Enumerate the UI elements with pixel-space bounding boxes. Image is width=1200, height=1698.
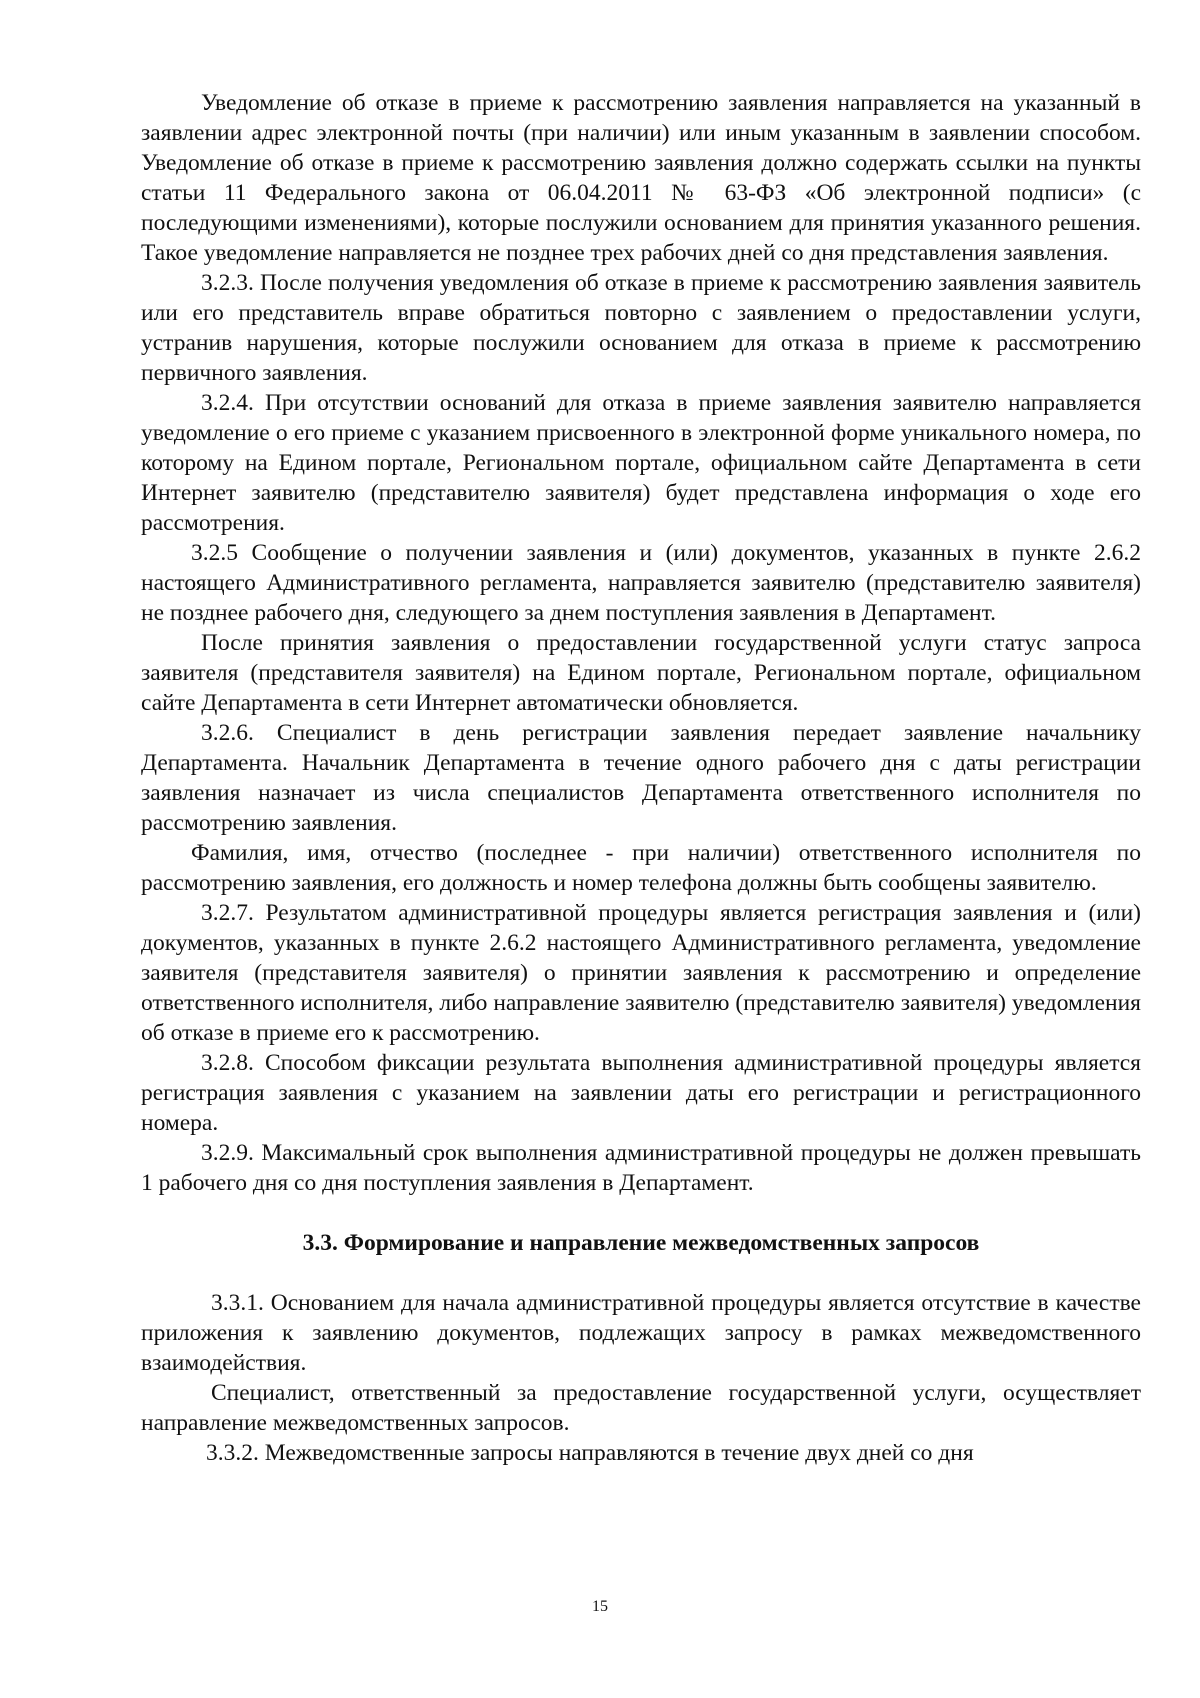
paragraph-specialist: Специалист, ответственный за предоставление государственной услуги, осуществляет направление межведомственных запросов. xyxy=(141,1380,1141,1436)
paragraph-3-2-7: 3.2.7. Результатом административной процедуры является регистрация заявления и (или) документов, указанных в пункте 2.6.2 настоящего Административного регламента, уведомление заявителя (представителя заявителя) о принятии заявления к рассмотрению и определение ответственного исполнителя, либо направление заявителю (представителю заявителя) уведомления об отказе в приеме его к рассмотрению. xyxy=(141,900,1141,1046)
paragraph-3-2-3: 3.2.3. После получения уведомления об отказе в приеме к рассмотрению заявления заявитель или его представитель вправе обратиться повторно с заявлением о предоставлении услуги, устранив нарушения, которые послужили основанием для отказа в приеме к рассмотрению первичного заявления. xyxy=(141,270,1141,386)
paragraph-3-3-1: 3.3.1. Основанием для начала административной процедуры является отсутствие в качестве приложения к заявлению документов, подлежащих запросу в рамках межведомственного взаимодействия. xyxy=(141,1290,1141,1376)
paragraph-3-2-4: 3.2.4. При отсутствии оснований для отказа в приеме заявления заявителю направляется уведомление о его приеме с указанием присвоенного в электронной форме уникального номера, по которому на Едином портале, Региональном портале, официальном сайте Департамента в сети Интернет заявителю (представителю заявителя) будет представлена информация о ходе его рассмотрения. xyxy=(141,390,1141,536)
document-page xyxy=(141,88,1141,1468)
paragraph-status-update: После принятия заявления о предоставлении государственной услуги статус запроса заявителя (представителя заявителя) на Едином портале, Региональном портале, официальном сайте Департамента в сети Интернет автоматически обновляется. xyxy=(141,630,1141,716)
paragraph-3-3-2: 3.3.2. Межведомственные запросы направляются в течение двух дней со дня xyxy=(206,1440,974,1466)
section-heading: 3.3. Формирование и направление межведомственных запросов xyxy=(302,1230,980,1256)
paragraph-3-2-6: 3.2.6. Специалист в день регистрации заявления передает заявление начальнику Департамента. Начальник Департамента в течение одного рабочего дня с даты регистрации заявления назначает из числа специалистов Департамента ответственного исполнителя по рассмотрению заявления. xyxy=(141,720,1141,836)
paragraph-notice-refusal: Уведомление об отказе в приеме к рассмотрению заявления направляется на указанный в заявлении адрес электронной почты (при наличии) или иным указанным в заявлении способом. Уведомление об отказе в приеме к рассмотрению заявления должно содержать ссылки на пункты статьи 11 Федерального закона от 06.04.2011 № 63-ФЗ «Об электронной подписи» (с последующими изменениями), которые послужили основанием для принятия указанного решения. Такое уведомление направляется не позднее трех рабочих дней со дня представления заявления. xyxy=(141,90,1141,266)
page-number: 15 xyxy=(592,1598,608,1615)
paragraph-3-2-8: 3.2.8. Способом фиксации результата выполнения административной процедуры является регистрация заявления с указанием на заявлении даты его регистрации и регистрационного номера. xyxy=(141,1050,1141,1136)
paragraph-3-2-5: 3.2.5 Сообщение о получении заявления и (или) документов, указанных в пункте 2.6.2 настоящего Административного регламента, направляется заявителю (представителю заявителя) не позднее рабочего дня, следующего за днем поступления заявления в Департамент. xyxy=(141,540,1141,626)
paragraph-responsible-person: Фамилия, имя, отчество (последнее - при наличии) ответственного исполнителя по рассмотрению заявления, его должность и номер телефона должны быть сообщены заявителю. xyxy=(141,840,1141,896)
paragraph-3-2-9: 3.2.9. Максимальный срок выполнения административной процедуры не должен превышать 1 рабочего дня со дня поступления заявления в Департамент. xyxy=(141,1140,1141,1196)
